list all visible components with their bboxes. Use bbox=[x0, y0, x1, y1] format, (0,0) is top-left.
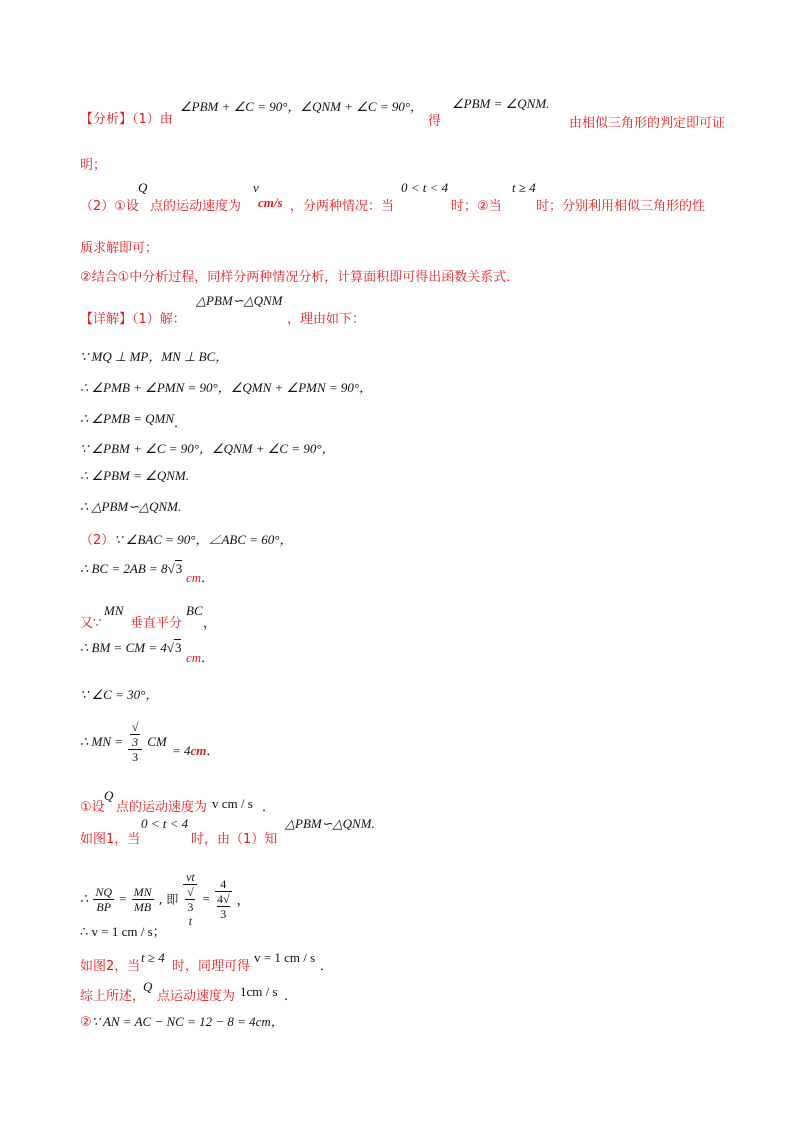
detail-intro-a: （1）解： bbox=[132, 312, 186, 327]
detail-l15-f2n: MN bbox=[133, 884, 152, 899]
detail-l12-unit: cm bbox=[190, 743, 207, 758]
detail-l10-a: ∴ BM = CM = 4 bbox=[80, 640, 167, 655]
analysis-p1-a: （1）由 bbox=[132, 112, 173, 127]
detail-l3-dot: ． bbox=[174, 415, 188, 430]
analysis-p2-unit: cm/s bbox=[258, 195, 283, 210]
detail-l5: ∴ ∠PBM = ∠QNM. bbox=[80, 468, 189, 483]
detail-l17-dot: ． bbox=[320, 958, 334, 973]
detail-l8-radicand: 3 bbox=[175, 561, 183, 576]
detail-l17-v: v = 1 cm / s bbox=[254, 950, 316, 965]
detail-l12-dot: ． bbox=[206, 743, 220, 758]
analysis-p2-c: ，分两种情况：当 bbox=[290, 199, 395, 214]
analysis-p1-b: 由相似三角形的判定即可证 bbox=[569, 116, 726, 131]
detail-l15-a: ∴ bbox=[80, 891, 89, 906]
detail-l3-text: ∴ ∠PMB = QMN bbox=[80, 411, 175, 426]
detail-l15-f4n: 4 bbox=[215, 877, 232, 892]
detail-l13-b: 点的运动速度为 bbox=[116, 800, 208, 815]
detail-l13-v: v cm / s bbox=[212, 796, 253, 811]
detail-l14-cond: 0 < t < 4 bbox=[141, 816, 189, 831]
analysis-tag: 【分析】 bbox=[80, 112, 133, 127]
detail-l15-f2d: MB bbox=[133, 899, 152, 914]
detail-l9-bc: BC bbox=[186, 603, 203, 618]
detail-l15-ji: , 即 bbox=[158, 892, 179, 907]
detail-l17-b: 时，同理可得 bbox=[172, 959, 251, 974]
detail-l2: ∴ ∠PMB + ∠PMN = 90°，∠QMN + ∠PMN = 90°， bbox=[80, 380, 373, 395]
detail-l15-frac3 bbox=[183, 870, 197, 928]
detail-l15-end: ， bbox=[236, 892, 250, 908]
detail-l9-mn: MN bbox=[104, 603, 124, 618]
detail-l15-frac4 bbox=[215, 877, 232, 921]
detail-l15-frac2 bbox=[132, 885, 154, 914]
detail-l8 bbox=[80, 558, 182, 577]
analysis-p3: ②结合①中分析过程，同样分两种情况分析，计算面积即可得出函数关系式． bbox=[80, 270, 520, 285]
detail-l13-a: ①设 bbox=[80, 800, 105, 815]
detail-l18-q: Q bbox=[143, 979, 153, 994]
detail-l12-c: = 4 bbox=[172, 743, 191, 758]
detail-l16 bbox=[80, 921, 166, 940]
detail-l14-math: △PBM∽△QNM. bbox=[285, 816, 375, 831]
detail-l9-a: 又∵ bbox=[80, 616, 102, 631]
detail-l13-q: Q bbox=[104, 788, 114, 803]
detail-l10 bbox=[80, 637, 181, 656]
detail-l18-a: 综上所述， bbox=[80, 989, 146, 1004]
detail-l6: ∴ △PBM∽△QNM. bbox=[80, 499, 182, 514]
detail-l15 bbox=[80, 870, 250, 928]
analysis-p2-q: Q bbox=[138, 180, 148, 195]
detail-l19-a: ② bbox=[80, 1015, 92, 1030]
detail-l8-unit: cm bbox=[186, 570, 202, 585]
detail-l7-a: （2） bbox=[80, 533, 115, 548]
detail-l3 bbox=[80, 408, 188, 430]
detail-l16-a: ∴ v = 1 cm / s bbox=[80, 924, 153, 939]
detail-l9-dot: ， bbox=[203, 615, 217, 630]
detail-l12-tail bbox=[172, 740, 219, 759]
detail-l15-f1n: NQ bbox=[95, 884, 113, 899]
detail-l15-f1d: BP bbox=[96, 899, 112, 914]
detail-l12-num-radicand: 3 bbox=[132, 735, 139, 749]
analysis-p2-f: 质求解即可； bbox=[80, 241, 159, 256]
detail-l18-b: 点运动速度为 bbox=[157, 989, 236, 1004]
analysis-p2-d: 时；②当 bbox=[451, 199, 502, 214]
detail-l19-b: ∵ AN = AC − NC = 12 − 8 = 4cm， bbox=[91, 1014, 284, 1029]
analysis-p1-math1: ∠PBM + ∠C = 90°，∠QNM + ∠C = 90°， bbox=[180, 99, 424, 114]
analysis-p1-math2: ∠PBM = ∠QNM. bbox=[452, 96, 550, 111]
detail-l8-root: √3 bbox=[167, 561, 183, 576]
detail-l10-unit-wrap bbox=[186, 647, 214, 666]
detail-l1: ∵ MQ ⊥ MP，MN ⊥ BC， bbox=[80, 349, 229, 364]
detail-l15-eq: = bbox=[119, 891, 127, 906]
detail-tag: 【详解】 bbox=[80, 312, 133, 327]
detail-l15-f3d: √ 3 t bbox=[187, 885, 194, 928]
analysis-p2-e: 时；分别利用相似三角形的性 bbox=[536, 199, 706, 214]
detail-l19 bbox=[80, 1011, 284, 1030]
analysis-p2-b: 点的运动速度为 bbox=[150, 199, 242, 214]
detail-intro-b: ，理由如下： bbox=[287, 312, 366, 327]
analysis-p2-cond1: 0 < t < 4 bbox=[401, 180, 449, 195]
detail-l12-frac-num: √ 3 bbox=[128, 720, 142, 750]
detail-l14-a: 如图1，当 bbox=[80, 832, 141, 847]
detail-l10-dot: ． bbox=[201, 650, 215, 665]
detail-l8-a: ∴ BC = 2AB = 8 bbox=[80, 561, 168, 576]
analysis-p2-cond2: t ≥ 4 bbox=[512, 180, 536, 195]
detail-l18-dot: ． bbox=[284, 988, 298, 1003]
detail-l18-v: 1cm / s bbox=[240, 984, 278, 999]
detail-l15-frac1 bbox=[93, 885, 114, 914]
detail-intro bbox=[80, 308, 186, 327]
detail-l10-unit: cm bbox=[186, 650, 202, 665]
analysis-p2-a: （2）①设 bbox=[80, 199, 139, 214]
detail-l9-b: 垂直平分 bbox=[130, 616, 183, 631]
detail-l11: ∵ ∠C = 30°， bbox=[80, 687, 159, 702]
detail-intro-math: △PBM∽△QNM bbox=[196, 293, 283, 308]
detail-l14-b: 时，由（1）知 bbox=[191, 832, 278, 847]
detail-l17-cond: t ≥ 4 bbox=[141, 950, 165, 965]
detail-l15-f4d: 4√ 3 bbox=[216, 892, 230, 921]
detail-l7-b: ∵ ∠BAC = 90°，∠ABC = 60°， bbox=[114, 532, 293, 547]
detail-l8-unit-wrap bbox=[186, 567, 214, 586]
detail-l16-dot: ； bbox=[152, 924, 166, 939]
detail-l12-frac-den: 3 bbox=[132, 750, 139, 764]
detail-l4: ∵ ∠PBM + ∠C = 90°，∠QNM + ∠C = 90°， bbox=[80, 441, 335, 456]
detail-l15-f3n: vt bbox=[183, 870, 197, 885]
detail-l12-a: ∴ MN = bbox=[80, 734, 124, 749]
detail-l12 bbox=[80, 720, 167, 764]
analysis-line-1 bbox=[80, 108, 173, 127]
detail-l8-dot: ． bbox=[201, 570, 215, 585]
detail-l7 bbox=[80, 529, 293, 548]
detail-l15-eq2: = bbox=[202, 891, 210, 906]
analysis-p1-c: 明； bbox=[80, 158, 107, 173]
detail-l13-dot: ． bbox=[262, 799, 276, 814]
detail-l10-root: √3 bbox=[166, 640, 182, 655]
detail-l17-a: 如图2，当 bbox=[80, 959, 141, 974]
analysis-p2-v: v bbox=[253, 180, 259, 195]
detail-l12-b: CM bbox=[147, 734, 167, 749]
detail-l10-radicand: 3 bbox=[174, 640, 182, 655]
analysis-p1-de: 得 bbox=[428, 114, 442, 129]
detail-l12-frac bbox=[128, 720, 142, 764]
